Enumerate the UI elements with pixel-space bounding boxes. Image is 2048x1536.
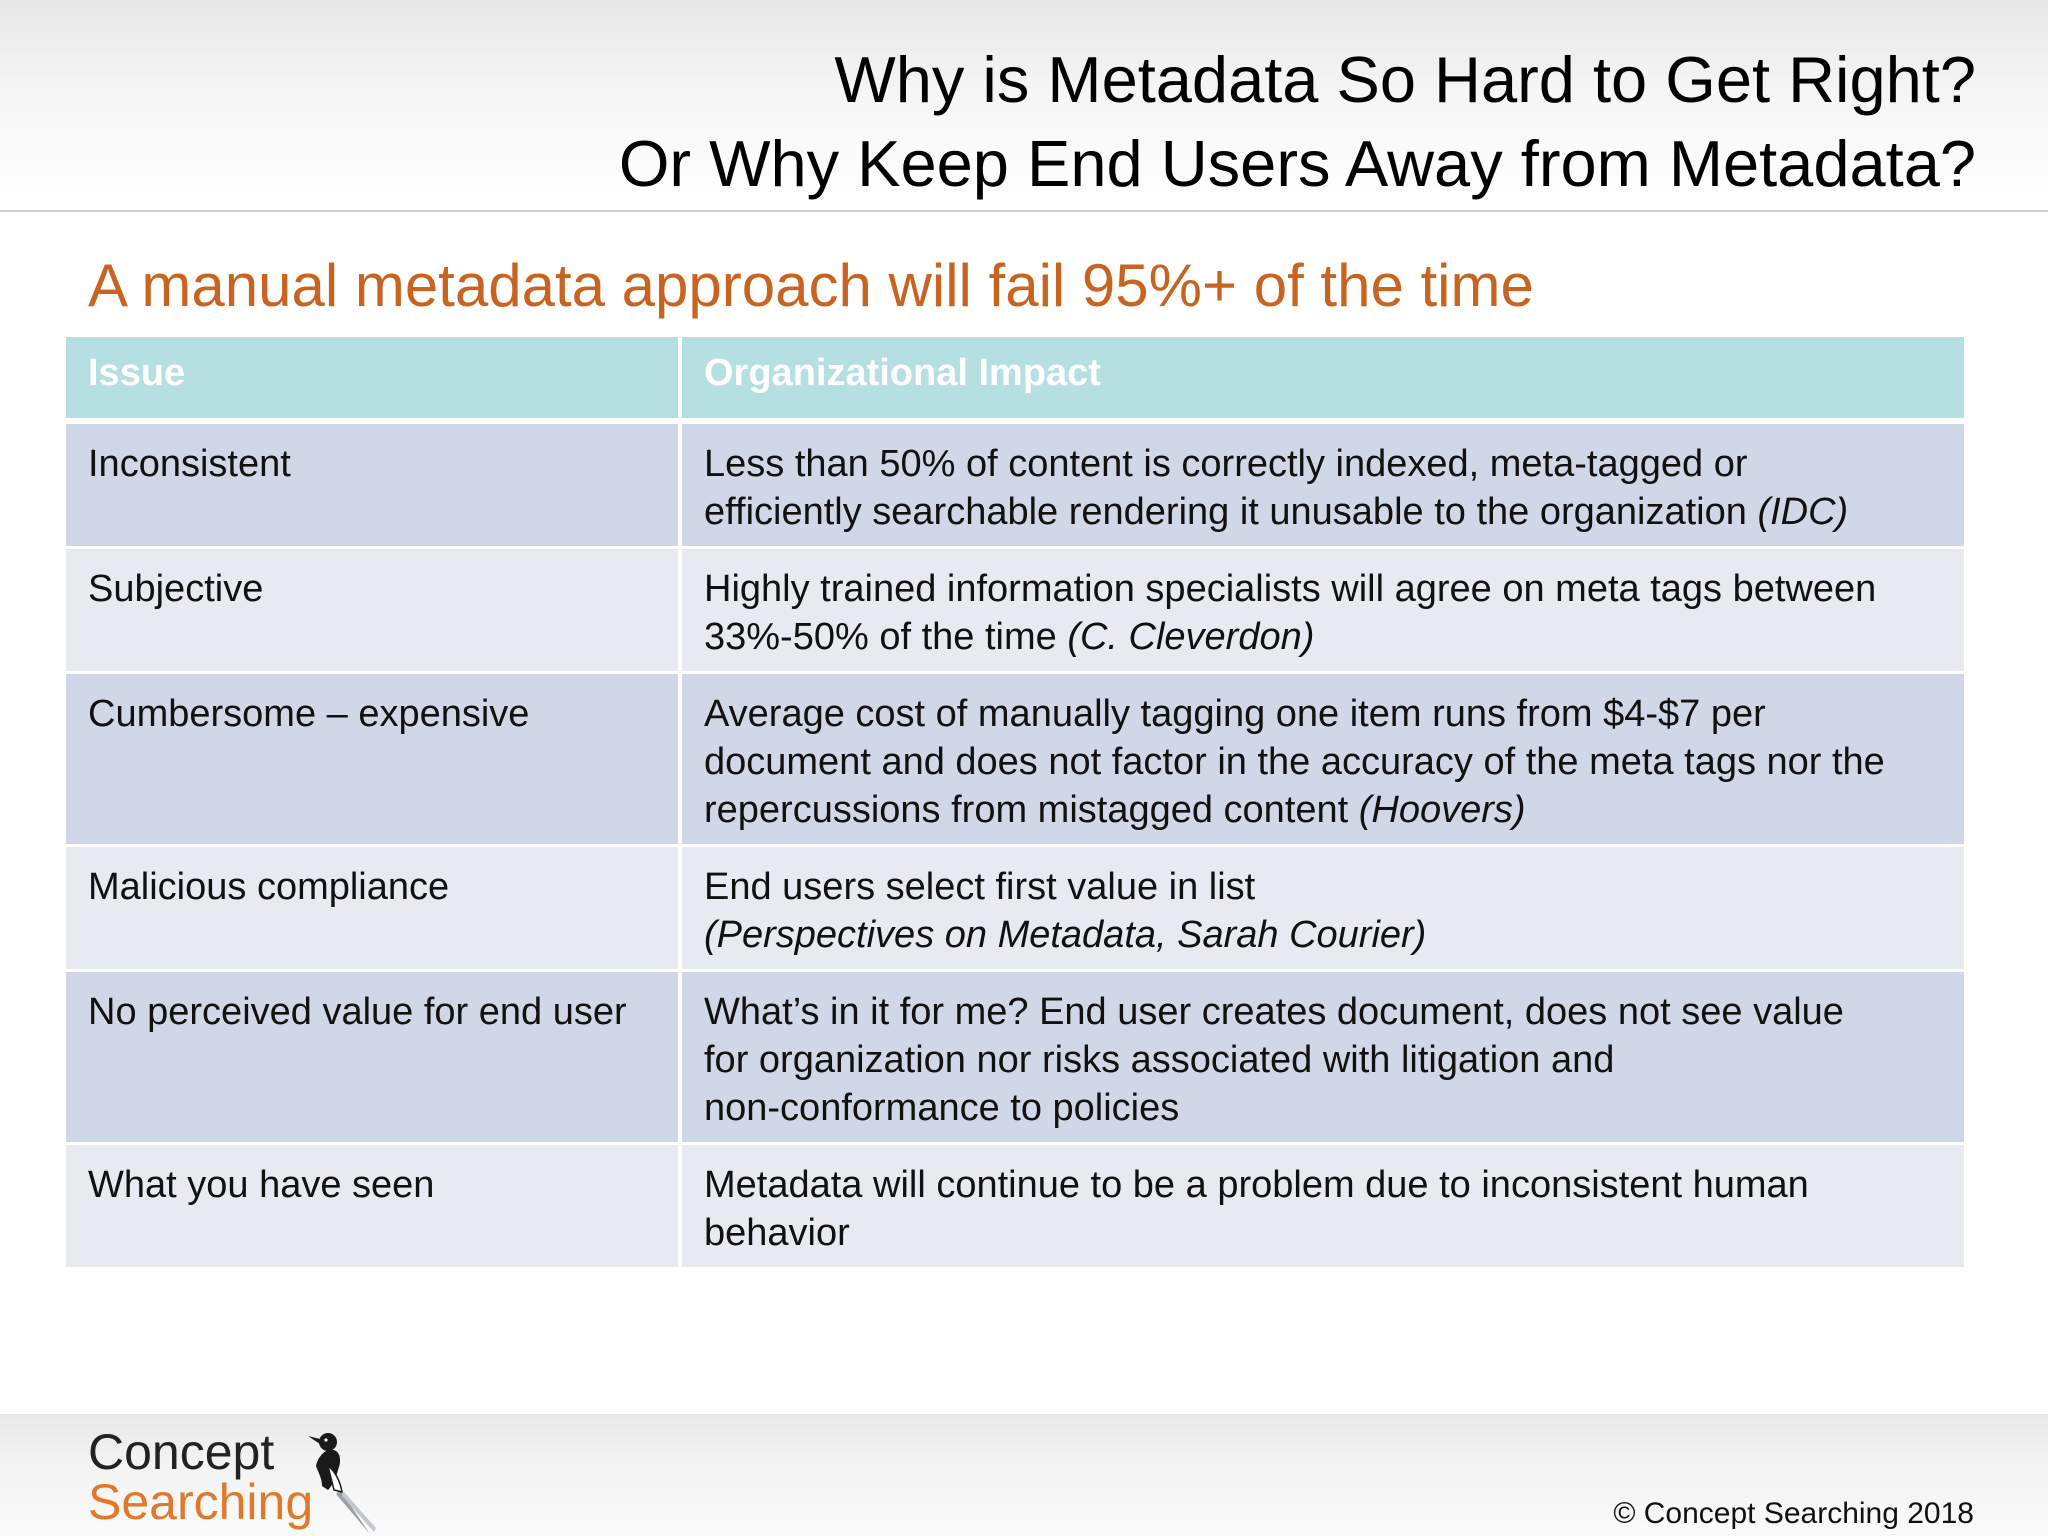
slide-title-line-2: Or Why Keep End Users Away from Metadata?	[618, 127, 1976, 200]
copyright-notice: © Concept Searching 2018	[1613, 1497, 1974, 1530]
table-row	[66, 1144, 1964, 1269]
magpie-bird-icon	[278, 1426, 388, 1536]
impact-table	[66, 337, 1964, 1270]
impact-text: Highly trained information specialists will agree on meta tags between	[704, 568, 1877, 610]
impact-line	[704, 690, 1942, 738]
impact-cell	[680, 971, 1964, 1144]
impact-text: 33%-50% of the time	[704, 616, 1068, 658]
impact-line	[704, 863, 1942, 911]
column-header-impact: Organizational Impact	[680, 337, 1964, 421]
logo-word-searching: Searching	[88, 1474, 314, 1530]
impact-line	[704, 911, 1942, 959]
impact-cell	[680, 1144, 1964, 1269]
slide-subtitle: A manual metadata approach will fail 95%+ of the time	[88, 252, 1534, 319]
impact-text: Less than 50% of content is correctly indexed, meta-tagged or	[704, 443, 1748, 485]
citation-text: (Hoovers)	[1358, 789, 1526, 831]
impact-cell	[680, 846, 1964, 971]
table-body	[66, 421, 1964, 1269]
table-row	[66, 421, 1964, 548]
slide-title	[619, 38, 1976, 206]
table-header-row	[66, 337, 1964, 421]
impact-line	[704, 488, 1942, 536]
impact-line	[704, 1161, 1942, 1209]
column-header-issue: Issue	[66, 337, 680, 421]
slide-title-line-1: Why is Metadata So Hard to Get Right?	[834, 43, 1976, 116]
impact-line	[704, 1209, 1942, 1257]
impact-cell	[680, 673, 1964, 846]
impact-line	[704, 1084, 1942, 1132]
impact-line	[704, 988, 1942, 1036]
table-row	[66, 846, 1964, 971]
table-row	[66, 673, 1964, 846]
citation-text: (Perspectives on Metadata, Sarah Courier)	[704, 914, 1427, 956]
impact-line	[704, 565, 1942, 613]
impact-text: efficiently searchable rendering it unusable to the organization	[704, 491, 1758, 533]
impact-text: repercussions from mistagged content	[704, 789, 1359, 831]
impact-cell	[680, 421, 1964, 548]
table-row	[66, 548, 1964, 673]
issue-cell: No perceived value for end user	[66, 971, 680, 1144]
impact-text: Average cost of manually tagging one item runs from $4-$7 per	[704, 693, 1766, 735]
impact-text: Metadata will continue to be a problem due to inconsistent human	[704, 1164, 1809, 1206]
issue-cell: What you have seen	[66, 1144, 680, 1269]
citation-text: (C. Cleverdon)	[1067, 616, 1315, 658]
impact-text: End users select first value in list	[704, 866, 1256, 908]
concept-searching-logo	[88, 1424, 388, 1536]
issue-cell: Malicious compliance	[66, 846, 680, 971]
impact-text: What’s in it for me? End user creates document, does not see value	[704, 991, 1844, 1033]
impact-text: for organization nor risks associated with litigation and	[704, 1039, 1615, 1081]
logo-word-concept: Concept	[88, 1424, 275, 1480]
table-row	[66, 971, 1964, 1144]
impact-line	[704, 1036, 1942, 1084]
impact-line	[704, 738, 1942, 786]
impact-line	[704, 613, 1942, 661]
impact-text: document and does not factor in the accuracy of the meta tags nor the	[704, 741, 1885, 783]
impact-line	[704, 440, 1942, 488]
impact-line	[704, 786, 1942, 834]
impact-text: behavior	[704, 1212, 850, 1254]
citation-text: (IDC)	[1757, 491, 1849, 533]
issue-cell: Subjective	[66, 548, 680, 673]
issue-cell: Cumbersome – expensive	[66, 673, 680, 846]
impact-text: non-conformance to policies	[704, 1087, 1180, 1129]
issue-cell: Inconsistent	[66, 421, 680, 548]
impact-cell	[680, 548, 1964, 673]
